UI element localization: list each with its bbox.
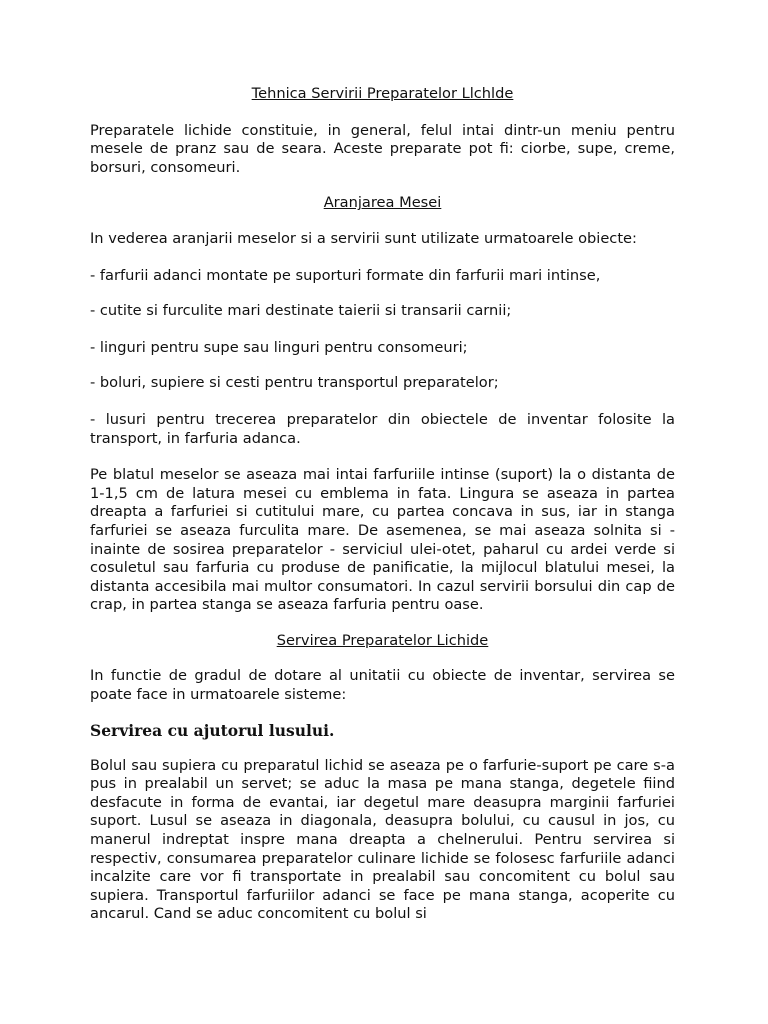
- document-content: [90, 85, 675, 924]
- list-item: - linguri pentru supe sau linguri pentru consomeuri;: [90, 338, 468, 356]
- list-item: - farfurii adanci montate pe suporturi formate din farfurii mari intinse,: [90, 266, 601, 284]
- intro-paragraph: Preparatele lichide constituie, in general, felul intai dintr-un meniu pentru mesele de pranz sau de seara. Aceste preparate pot fi: ciorbe, supe, creme, borsuri, consomeuri.: [90, 121, 675, 176]
- list-item: - boluri, supiere si cesti pentru transportul preparatelor;: [90, 374, 499, 392]
- section1-body-paragraph: Pe blatul meselor se aseaza mai intai farfuriile intinse (suport) la o distanta de 1-1,5 cm de latura mesei cu emblema in fata. Lingura se aseaza in partea dreapta a farfuriei si cutitului mare, cu partea concava in sus, iar in stanga farfuriei se aseaza furculita mare. De asemenea, se mai aseaza solnita si - inainte de sosirea preparatelor - serviciul ulei-otet, paharul cu ardei verde si cosuletul sau farfuria cu produse de panificatie, la mijlocul blatului mesei, la distanta accesibila mai multor consumatori. In cazul servirii borsului din cap de crap, in partea stanga se aseaza farfuria pentru oase.: [90, 466, 675, 614]
- document-title: Tehnica Servirii Preparatelor Llchlde: [251, 85, 514, 102]
- list-item: - cutite si furculite mari destinate taierii si transarii carnii;: [90, 302, 512, 320]
- section2-lead-paragraph: In functie de gradul de dotare al unitatii cu obiecte de inventar, servirea se poate face in urmatoarele sisteme:: [90, 667, 675, 704]
- section2-body-paragraph: Bolul sau supiera cu preparatul lichid se aseaza pe o farfurie-suport pe care s-a pus in prealabil un servet; se aduc la masa pe mana stanga, degetele fiind desfacute in forma de evantai, iar degetul mare deasupra marginii farfuriei suport. Lusul se aseaza in diagonala, deasupra bolului, cu causul in jos, cu manerul indreptat inspre mana dreapta a chelnerului. Pentru servirea si respectiv, consumarea preparatelor culinare lichide se folosesc farfuriile adanci incalzite care vor fi transportate in prealabil sau concomitent cu bolul sau supiera. Transportul farfuriilor adanci se face pe mana stanga, acoperite cu ancarul. Cand se aduc concomitent cu bolul si: [90, 756, 675, 923]
- section-heading-servirea-preparatelor: Servirea Preparatelor Lichide: [276, 631, 489, 649]
- list-item: - lusuri pentru trecerea preparatelor din obiectele de inventar folosite la transport, in farfuria adanca.: [90, 410, 675, 447]
- section1-lead-paragraph: In vederea aranjarii meselor si a servirii sunt utilizate urmatoarele obiecte:: [90, 229, 637, 247]
- subheading-servirea-cu-lusul: Servirea cu ajutorul lusului.: [90, 720, 335, 740]
- section-heading-aranjarea-mesei: Aranjarea Mesei: [323, 194, 442, 212]
